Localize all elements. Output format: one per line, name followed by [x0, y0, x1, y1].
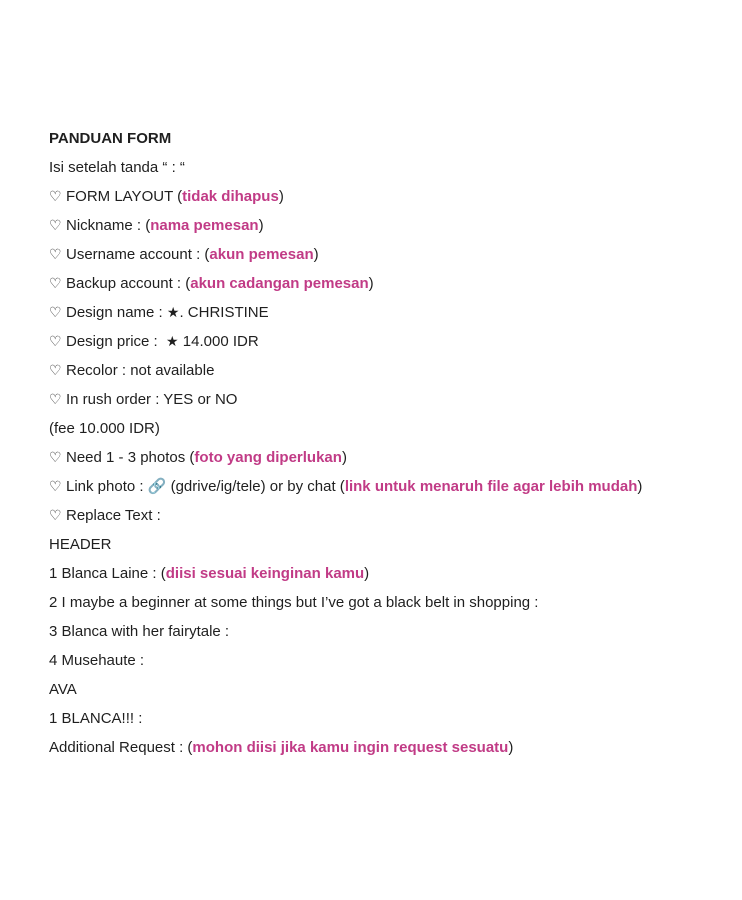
- link-photo-end: ): [637, 478, 643, 495]
- form-guide: [49, 124, 729, 762]
- heart-icon: ♡: [49, 217, 62, 233]
- header-item-3: 3 Blanca with her fairytale :: [49, 623, 230, 640]
- nickname-label: Nickname : (: [66, 217, 151, 234]
- form-layout-line: [49, 182, 729, 211]
- username-end: ): [313, 246, 319, 263]
- heart-icon: ♡: [49, 507, 62, 523]
- design-name-line: [49, 298, 729, 327]
- additional-request-label: Additional Request : (: [49, 739, 193, 756]
- link-photo-note: link untuk menaruh file agar lebih mudah: [344, 478, 638, 495]
- username-line: [49, 240, 729, 269]
- form-layout-note: tidak dihapus: [182, 188, 279, 205]
- heart-icon: ♡: [49, 304, 62, 320]
- heart-icon: ♡: [49, 449, 62, 465]
- heart-icon: ♡: [49, 275, 62, 291]
- header-item-1: [49, 559, 729, 588]
- form-layout-label: FORM LAYOUT (: [66, 188, 183, 205]
- design-price-value: 14.000 IDR: [178, 333, 259, 350]
- additional-request-line: [49, 733, 729, 762]
- design-price-label: Design price :: [66, 333, 167, 350]
- backup-end: ): [368, 275, 374, 292]
- photos-label: Need 1 - 3 photos (: [66, 449, 195, 466]
- additional-request-end: ): [508, 739, 514, 756]
- nickname-note: nama pemesan: [150, 217, 259, 234]
- replace-text-line: [49, 501, 729, 530]
- photos-end: ): [341, 449, 347, 466]
- star-icon: ★: [166, 333, 179, 349]
- header-item-1-note: diisi sesuai keinginan kamu: [165, 565, 365, 582]
- rush-order-label: In rush order : YES or NO: [66, 391, 238, 408]
- header-item-1-end: ): [364, 565, 370, 582]
- ava-item-1: 1 BLANCA!!! :: [49, 710, 143, 727]
- recolor-label: Recolor : not available: [66, 362, 215, 379]
- backup-label: Backup account : (: [66, 275, 191, 292]
- header-item-1-label: 1 Blanca Laine : (: [49, 565, 166, 582]
- link-photo-line: [49, 472, 729, 501]
- header-section-label: HEADER: [49, 536, 112, 553]
- header-item-2: 2 I maybe a beginner at some things but I’ve got a black belt in shopping :: [49, 594, 539, 611]
- design-name-label: Design name :: [66, 304, 167, 321]
- rush-order-line: [49, 385, 729, 414]
- star-icon: ★: [166, 304, 180, 320]
- intro-text: Isi setelah tanda “ : “: [49, 159, 185, 176]
- username-note: akun pemesan: [209, 246, 314, 263]
- design-name-value: . CHRISTINE: [179, 304, 269, 321]
- heart-icon: ♡: [49, 333, 62, 349]
- nickname-line: [49, 211, 729, 240]
- photos-note: foto yang diperlukan: [194, 449, 342, 466]
- fee-line: (fee 10.000 IDR): [49, 420, 160, 437]
- heart-icon: ♡: [49, 362, 62, 378]
- additional-request-note: mohon diisi jika kamu ingin request sesuatu: [192, 739, 509, 756]
- backup-note: akun cadangan pemesan: [190, 275, 369, 292]
- heart-icon: ♡: [49, 391, 62, 407]
- replace-text-label: Replace Text :: [66, 507, 161, 524]
- recolor-line: [49, 356, 729, 385]
- form-title: PANDUAN FORM: [49, 130, 172, 147]
- heart-icon: ♡: [49, 478, 62, 494]
- ava-section-label: AVA: [49, 681, 77, 698]
- heart-icon: ♡: [49, 188, 62, 204]
- header-item-4: 4 Musehaute :: [49, 652, 145, 669]
- username-label: Username account : (: [66, 246, 210, 263]
- backup-line: [49, 269, 729, 298]
- link-photo-label: Link photo : 🔗 (gdrive/ig/tele) or by chat (: [66, 478, 345, 495]
- form-layout-end: ): [278, 188, 284, 205]
- design-price-line: [49, 327, 729, 356]
- heart-icon: ♡: [49, 246, 62, 262]
- nickname-end: ): [258, 217, 264, 234]
- photos-line: [49, 443, 729, 472]
